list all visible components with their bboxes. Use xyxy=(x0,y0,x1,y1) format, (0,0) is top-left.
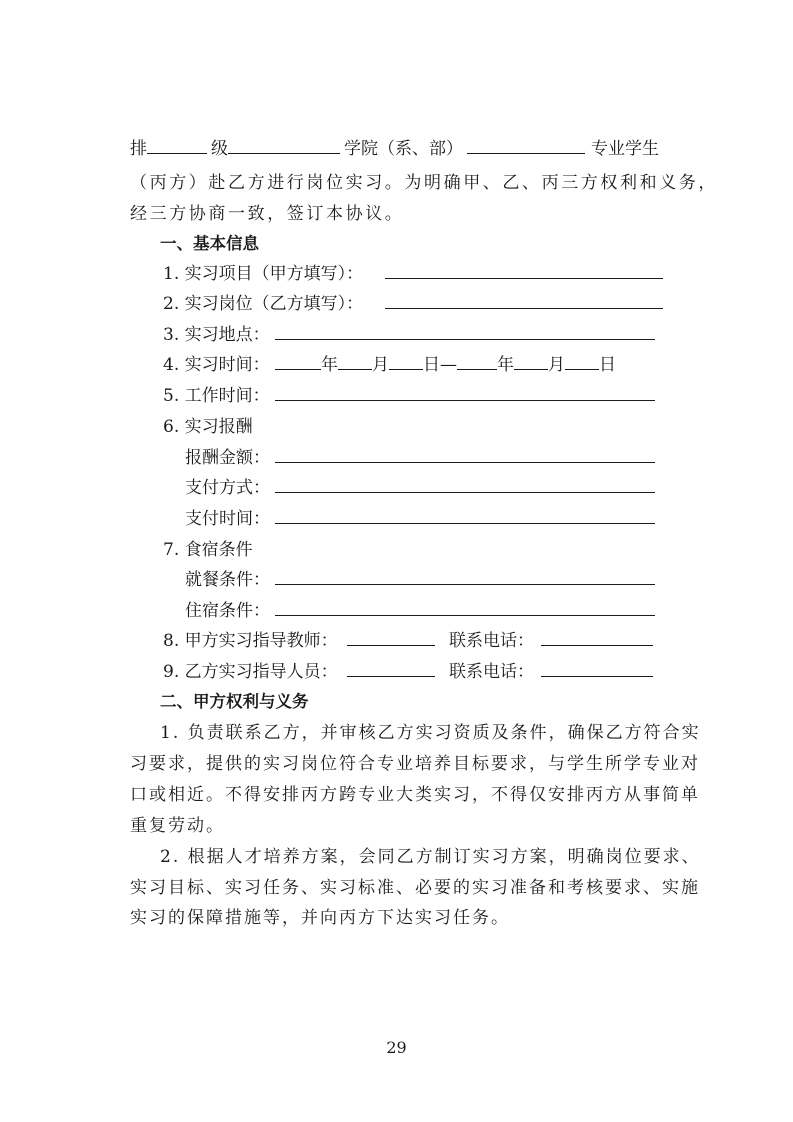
form-label: 就餐条件： xyxy=(185,570,270,590)
blank-field[interactable] xyxy=(467,138,585,154)
blank-field[interactable] xyxy=(514,354,548,370)
form-row-lodging xyxy=(185,600,655,622)
intro-line-1 xyxy=(130,138,659,160)
phone-label: 联系电话： xyxy=(449,631,534,651)
blank-field[interactable] xyxy=(347,630,435,646)
form-row-board-heading: 7. 食宿条件 xyxy=(163,540,253,560)
paragraph-1-line-4: 重复劳动。 xyxy=(130,816,225,836)
page-number: 29 xyxy=(386,1038,407,1057)
year-label: 年 xyxy=(497,355,514,375)
month-label: 月 xyxy=(548,355,565,375)
blank-field[interactable] xyxy=(457,354,497,370)
form-label: 1. 实习项目（甲方填写）： xyxy=(163,264,364,284)
form-label: 4. 实习时间： xyxy=(163,355,270,375)
form-row-work-hours xyxy=(163,385,655,407)
phone-label: 联系电话： xyxy=(449,662,534,682)
form-row-pay-method xyxy=(185,477,655,499)
blank-field[interactable] xyxy=(385,263,663,279)
section-heading-basic-info: 一、基本信息 xyxy=(160,234,259,253)
blank-field[interactable] xyxy=(228,138,340,154)
blank-field[interactable] xyxy=(338,354,372,370)
day-label: 日 xyxy=(599,355,616,375)
form-label: 支付方式： xyxy=(185,478,270,498)
form-label: 支付时间： xyxy=(185,509,270,529)
form-label: 9. 乙方实习指导人员： xyxy=(163,662,338,682)
form-row-period xyxy=(163,354,616,376)
form-row-position xyxy=(163,293,663,315)
blank-field[interactable] xyxy=(275,385,655,401)
blank-field[interactable] xyxy=(275,569,655,585)
form-row-school-teacher xyxy=(163,630,653,652)
form-label: 5. 工作时间： xyxy=(163,386,270,406)
intro-text-2: 级 xyxy=(211,139,228,159)
form-row-meals xyxy=(185,569,655,591)
blank-field[interactable] xyxy=(389,354,423,370)
form-row-location xyxy=(163,324,655,346)
blank-field[interactable] xyxy=(275,508,655,524)
form-label: 住宿条件： xyxy=(185,601,270,621)
paragraph-1-line-1: 1. 负责联系乙方，并审核乙方实习资质及条件，确保乙方符合实 xyxy=(160,723,701,743)
blank-field[interactable] xyxy=(347,661,435,677)
intro-text-3: 学院（系、部） xyxy=(344,139,463,159)
blank-field[interactable] xyxy=(275,354,321,370)
year-label: 年 xyxy=(321,355,338,375)
blank-field[interactable] xyxy=(541,661,653,677)
paragraph-1-line-3: 口或相近。不得安排丙方跨专业大类实习，不得仅安排丙方从事简单 xyxy=(130,785,700,805)
form-row-company-mentor xyxy=(163,661,653,683)
paragraph-2-line-2: 实习目标、实习任务、实习标准、必要的实习准备和考核要求、实施 xyxy=(130,878,700,898)
intro-text-1: 排 xyxy=(130,139,147,159)
form-row-pay-time xyxy=(185,508,655,530)
paragraph-1-line-2: 习要求，提供的实习岗位符合专业培养目标要求，与学生所学专业对 xyxy=(130,754,700,774)
paragraph-2-line-3: 实习的保障措施等，并向丙方下达实习任务。 xyxy=(130,908,510,928)
blank-field[interactable] xyxy=(565,354,599,370)
blank-field[interactable] xyxy=(275,324,655,340)
day-label: 日— xyxy=(423,355,457,375)
blank-field[interactable] xyxy=(385,293,663,309)
month-label: 月 xyxy=(372,355,389,375)
form-label: 8. 甲方实习指导教师： xyxy=(163,631,338,651)
intro-line-2: （丙方）赴乙方进行岗位实习。为明确甲、乙、丙三方权利和义务， xyxy=(130,173,718,193)
form-label: 报酬金额： xyxy=(185,448,270,468)
intro-text-4: 专业学生 xyxy=(591,139,659,159)
section-heading-rights-duties: 二、甲方权利与义务 xyxy=(160,692,309,711)
blank-field[interactable] xyxy=(275,477,655,493)
intro-line-3: 经三方协商一致，签订本协议。 xyxy=(130,204,405,224)
blank-field[interactable] xyxy=(275,447,655,463)
paragraph-2-line-1: 2. 根据人才培养方案，会同乙方制订实习方案，明确岗位要求、 xyxy=(160,847,701,867)
form-label: 2. 实习岗位（乙方填写）： xyxy=(163,294,364,314)
form-row-pay-amount xyxy=(185,447,655,469)
blank-field[interactable] xyxy=(275,600,655,616)
form-label: 3. 实习地点： xyxy=(163,325,270,345)
blank-field[interactable] xyxy=(147,138,207,154)
form-row-pay-heading: 6. 实习报酬 xyxy=(163,417,253,437)
form-row-project xyxy=(163,263,663,285)
blank-field[interactable] xyxy=(541,630,653,646)
